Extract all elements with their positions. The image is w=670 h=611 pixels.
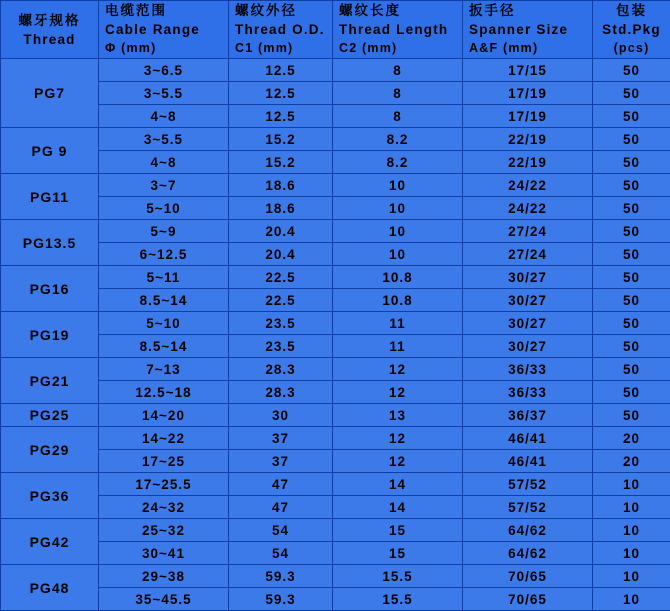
thread-length-cell: 12 — [333, 358, 463, 381]
column-header-cable-range-zh: 电缆范围 — [99, 1, 228, 20]
thread-length-cell: 10.8 — [333, 266, 463, 289]
thread-length-cell: 10 — [333, 243, 463, 266]
cable-range-cell: 7~13 — [99, 358, 229, 381]
thread-od-cell: 12.5 — [229, 82, 333, 105]
cable-range-cell: 3~5.5 — [99, 128, 229, 151]
spanner-size-cell: 36/33 — [463, 381, 593, 404]
table-row — [1, 312, 670, 335]
thread-length-cell: 10 — [333, 197, 463, 220]
table-row — [1, 266, 670, 289]
spanner-size-cell: 57/52 — [463, 496, 593, 519]
spanner-size-cell: 27/24 — [463, 243, 593, 266]
thread-od-cell: 20.4 — [229, 243, 333, 266]
thread-length-cell: 8.2 — [333, 151, 463, 174]
std-pkg-cell: 50 — [593, 404, 670, 427]
thread-od-cell: 37 — [229, 427, 333, 450]
table-header — [1, 1, 670, 59]
thread-size-cell: PG25 — [1, 404, 99, 427]
thread-length-cell: 11 — [333, 335, 463, 358]
table-row — [1, 243, 670, 266]
thread-od-cell: 22.5 — [229, 289, 333, 312]
spanner-size-cell: 30/27 — [463, 266, 593, 289]
cable-range-cell: 29~38 — [99, 565, 229, 588]
spanner-size-cell: 27/24 — [463, 220, 593, 243]
std-pkg-cell: 50 — [593, 59, 670, 82]
column-header-cable-range-unit: Φ (mm) — [99, 39, 228, 58]
thread-od-cell: 54 — [229, 519, 333, 542]
thread-size-cell: PG42 — [1, 519, 99, 565]
cable-range-cell: 8.5~14 — [99, 289, 229, 312]
spanner-size-cell: 57/52 — [463, 473, 593, 496]
column-header-std-pkg — [593, 1, 670, 59]
table-row — [1, 496, 670, 519]
std-pkg-cell: 10 — [593, 565, 670, 588]
spanner-size-cell: 70/65 — [463, 588, 593, 611]
cable-range-cell: 12.5~18 — [99, 381, 229, 404]
thread-od-cell: 47 — [229, 496, 333, 519]
cable-range-cell: 24~32 — [99, 496, 229, 519]
thread-size-cell: PG 9 — [1, 128, 99, 174]
std-pkg-cell: 50 — [593, 358, 670, 381]
spanner-size-cell: 36/33 — [463, 358, 593, 381]
cable-range-cell: 6~12.5 — [99, 243, 229, 266]
thread-od-cell: 47 — [229, 473, 333, 496]
thread-size-cell: PG21 — [1, 358, 99, 404]
thread-length-cell: 10 — [333, 174, 463, 197]
spanner-size-cell: 64/62 — [463, 542, 593, 565]
cable-range-cell: 8.5~14 — [99, 335, 229, 358]
table-row — [1, 289, 670, 312]
cable-range-cell: 3~5.5 — [99, 82, 229, 105]
thread-od-cell: 28.3 — [229, 358, 333, 381]
thread-length-cell: 8 — [333, 82, 463, 105]
cable-range-cell: 4~8 — [99, 151, 229, 174]
spanner-size-cell: 24/22 — [463, 174, 593, 197]
thread-size-cell: PG7 — [1, 59, 99, 128]
spanner-size-cell: 22/19 — [463, 151, 593, 174]
table-row — [1, 174, 670, 197]
spanner-size-cell: 46/41 — [463, 427, 593, 450]
thread-length-cell: 13 — [333, 404, 463, 427]
thread-size-cell: PG11 — [1, 174, 99, 220]
std-pkg-cell: 50 — [593, 105, 670, 128]
thread-length-cell: 15.5 — [333, 588, 463, 611]
table-row — [1, 381, 670, 404]
cable-range-cell: 35~45.5 — [99, 588, 229, 611]
std-pkg-cell: 50 — [593, 197, 670, 220]
column-header-spanner-size-unit: A&F (mm) — [463, 39, 592, 58]
thread-length-cell: 12 — [333, 427, 463, 450]
column-header-thread-od-en: Thread O.D. — [229, 20, 332, 39]
std-pkg-cell: 50 — [593, 82, 670, 105]
thread-length-cell: 10.8 — [333, 289, 463, 312]
std-pkg-cell: 50 — [593, 151, 670, 174]
thread-size-cell: PG29 — [1, 427, 99, 473]
thread-length-cell: 8 — [333, 105, 463, 128]
std-pkg-cell: 50 — [593, 266, 670, 289]
thread-length-cell: 15.5 — [333, 565, 463, 588]
table-header-row — [1, 1, 670, 59]
thread-length-cell: 8 — [333, 59, 463, 82]
std-pkg-cell: 50 — [593, 381, 670, 404]
table-row — [1, 358, 670, 381]
column-header-spanner-size-zh: 扳手径 — [463, 1, 592, 20]
spanner-size-cell: 22/19 — [463, 128, 593, 151]
thread-od-cell: 59.3 — [229, 588, 333, 611]
thread-od-cell: 22.5 — [229, 266, 333, 289]
cable-range-cell: 5~9 — [99, 220, 229, 243]
table-row — [1, 588, 670, 611]
column-header-spanner-size — [463, 1, 593, 59]
std-pkg-cell: 10 — [593, 473, 670, 496]
thread-length-cell: 12 — [333, 381, 463, 404]
thread-od-cell: 12.5 — [229, 105, 333, 128]
thread-od-cell: 18.6 — [229, 174, 333, 197]
std-pkg-cell: 50 — [593, 289, 670, 312]
column-header-thread-od-zh: 螺纹外径 — [229, 1, 332, 20]
table-row — [1, 59, 670, 82]
cable-range-cell: 3~6.5 — [99, 59, 229, 82]
table-row — [1, 128, 670, 151]
std-pkg-cell: 50 — [593, 312, 670, 335]
table-row — [1, 565, 670, 588]
table-row — [1, 450, 670, 473]
std-pkg-cell: 50 — [593, 128, 670, 151]
cable-range-cell: 5~10 — [99, 312, 229, 335]
std-pkg-cell: 50 — [593, 335, 670, 358]
table-body — [1, 59, 670, 611]
thread-od-cell: 37 — [229, 450, 333, 473]
std-pkg-cell: 10 — [593, 519, 670, 542]
column-header-std-pkg-en: Std.Pkg — [593, 20, 670, 39]
thread-od-cell: 54 — [229, 542, 333, 565]
thread-od-cell: 28.3 — [229, 381, 333, 404]
cable-range-cell: 14~22 — [99, 427, 229, 450]
std-pkg-cell: 10 — [593, 496, 670, 519]
table-row — [1, 542, 670, 565]
column-header-thread-od-unit: C1 (mm) — [229, 39, 332, 58]
column-header-cable-range — [99, 1, 229, 59]
cable-range-cell: 30~41 — [99, 542, 229, 565]
thread-length-cell: 8.2 — [333, 128, 463, 151]
std-pkg-cell: 50 — [593, 243, 670, 266]
column-header-thread — [1, 1, 99, 59]
cable-range-cell: 17~25 — [99, 450, 229, 473]
column-header-std-pkg-unit: (pcs) — [593, 39, 670, 58]
cable-range-cell: 5~11 — [99, 266, 229, 289]
column-header-spanner-size-en: Spanner Size — [463, 20, 592, 39]
spanner-size-cell: 24/22 — [463, 197, 593, 220]
column-header-thread-length-unit: C2 (mm) — [333, 39, 462, 58]
thread-size-cell: PG13.5 — [1, 220, 99, 266]
spanner-size-cell: 17/19 — [463, 82, 593, 105]
thread-od-cell: 12.5 — [229, 59, 333, 82]
cable-range-cell: 25~32 — [99, 519, 229, 542]
thread-od-cell: 30 — [229, 404, 333, 427]
table-row — [1, 404, 670, 427]
table-row — [1, 473, 670, 496]
table-row — [1, 519, 670, 542]
std-pkg-cell: 50 — [593, 220, 670, 243]
spanner-size-cell: 17/15 — [463, 59, 593, 82]
thread-length-cell: 14 — [333, 473, 463, 496]
thread-size-cell: PG19 — [1, 312, 99, 358]
spanner-size-cell: 46/41 — [463, 450, 593, 473]
thread-length-cell: 15 — [333, 519, 463, 542]
thread-od-cell: 15.2 — [229, 151, 333, 174]
std-pkg-cell: 10 — [593, 542, 670, 565]
thread-od-cell: 15.2 — [229, 128, 333, 151]
cable-range-cell: 4~8 — [99, 105, 229, 128]
spanner-size-cell: 36/37 — [463, 404, 593, 427]
thread-length-cell: 12 — [333, 450, 463, 473]
column-header-thread-en: Thread — [1, 30, 98, 49]
table-row — [1, 105, 670, 128]
cable-range-cell: 14~20 — [99, 404, 229, 427]
cable-range-cell: 5~10 — [99, 197, 229, 220]
thread-size-cell: PG16 — [1, 266, 99, 312]
thread-length-cell: 14 — [333, 496, 463, 519]
thread-od-cell: 18.6 — [229, 197, 333, 220]
thread-od-cell: 20.4 — [229, 220, 333, 243]
thread-length-cell: 11 — [333, 312, 463, 335]
std-pkg-cell: 20 — [593, 427, 670, 450]
std-pkg-cell: 20 — [593, 450, 670, 473]
thread-size-cell: PG36 — [1, 473, 99, 519]
spanner-size-cell: 30/27 — [463, 289, 593, 312]
thread-od-cell: 59.3 — [229, 565, 333, 588]
column-header-thread-length-zh: 螺纹长度 — [333, 1, 462, 20]
thread-length-cell: 15 — [333, 542, 463, 565]
table-row — [1, 197, 670, 220]
table-row — [1, 151, 670, 174]
thread-length-cell: 10 — [333, 220, 463, 243]
column-header-thread-length-en: Thread Length — [333, 20, 462, 39]
spanner-size-cell: 17/19 — [463, 105, 593, 128]
cable-range-cell: 17~25.5 — [99, 473, 229, 496]
table-row — [1, 335, 670, 358]
spanner-size-cell: 70/65 — [463, 565, 593, 588]
cable-range-cell: 3~7 — [99, 174, 229, 197]
column-header-thread-od — [229, 1, 333, 59]
std-pkg-cell: 10 — [593, 588, 670, 611]
thread-od-cell: 23.5 — [229, 335, 333, 358]
std-pkg-cell: 50 — [593, 174, 670, 197]
spanner-size-cell: 30/27 — [463, 312, 593, 335]
column-header-thread-zh: 螺牙规格 — [1, 11, 98, 30]
table-row — [1, 82, 670, 105]
column-header-thread-length — [333, 1, 463, 59]
spanner-size-cell: 30/27 — [463, 335, 593, 358]
column-header-std-pkg-zh: 包装 — [593, 1, 670, 20]
table-row — [1, 220, 670, 243]
thread-size-cell: PG48 — [1, 565, 99, 611]
thread-od-cell: 23.5 — [229, 312, 333, 335]
column-header-cable-range-en: Cable Range — [99, 20, 228, 39]
spanner-size-cell: 64/62 — [463, 519, 593, 542]
table-row — [1, 427, 670, 450]
